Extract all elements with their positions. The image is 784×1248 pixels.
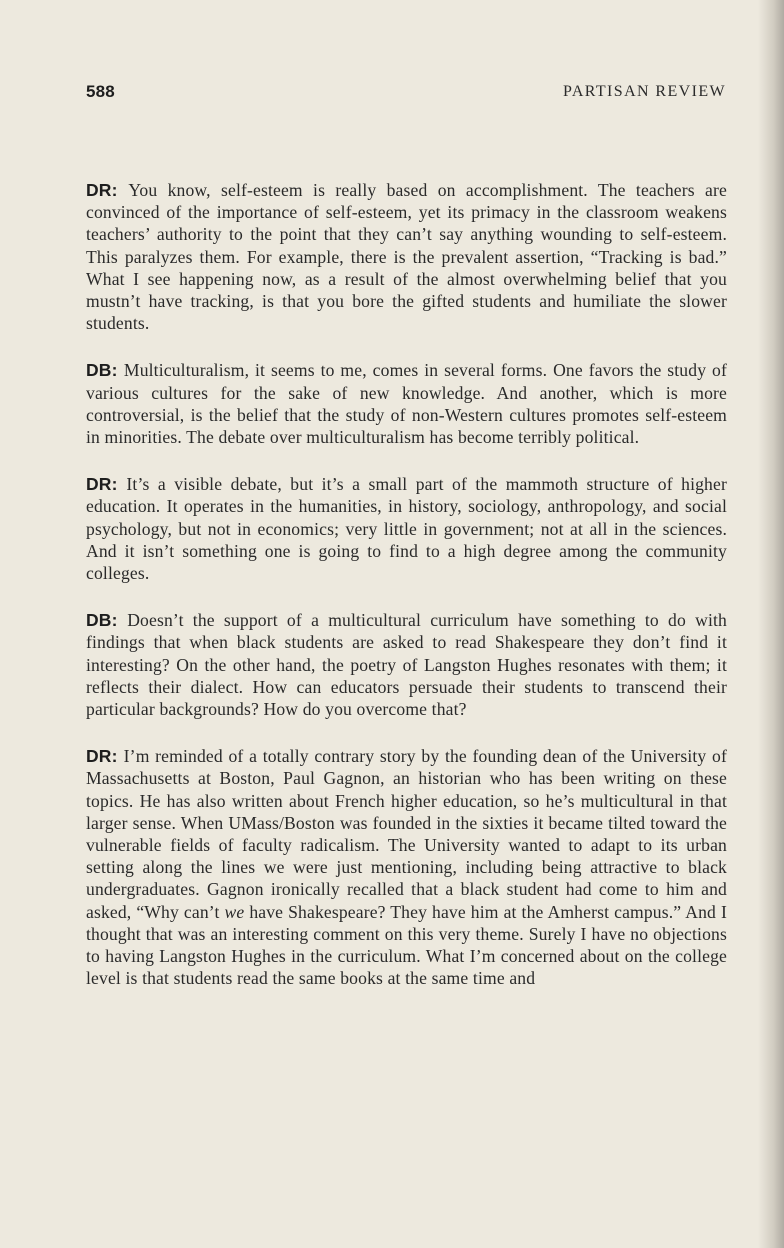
interview-text bbox=[86, 179, 727, 1015]
emphasis-text: we bbox=[224, 901, 245, 922]
page-number: 588 bbox=[86, 82, 115, 101]
paragraph-dr-2 bbox=[86, 473, 727, 584]
speaker-label: DB: bbox=[86, 360, 124, 381]
paragraph-text: You know, self-esteem is really based on accomplishment. The teachers are convinced of the importance of self-esteem, yet its primacy in the classroom weakens teachers’ authority to the point that they can’t say anything wounding to self-esteem. This paralyzes them. For example, there is the prevalent assertion, “Tracking is bad.” What I see happening now, as a result of the almost overwhelming belief that you mustn’t have tracking, is that you bore the gifted students and humiliate the slower students. bbox=[86, 180, 727, 334]
paragraph-text: I’m reminded of a totally contrary story by the founding dean of the University of Massachusetts at Boston, Paul Gagnon, an historian who has been writing on these topics. He has also written about French higher education, so he’s multicultural in that larger sense. When UMass/Boston was founded in the sixties it became tilted toward the vulnerable fields of faculty radicalism. The University wanted to adapt to its urban setting along the lines we were just mentioning, including being attractive to black undergraduates. Gagnon ironically recalled that a black student had come to him and asked, “Why can’t bbox=[86, 746, 727, 922]
paragraph-text: Doesn’t the support of a multicultural curriculum have something to do with findings that when black students are asked to read Shakespeare they don’t find it interesting? On the other hand, the poetry of Langston Hughes resonates with them; it reflects their dialect. How can educators persuade their students to transcend their particular backgrounds? How do you overcome that? bbox=[86, 610, 727, 720]
speaker-label: DR: bbox=[86, 746, 124, 767]
running-head: PARTISAN REVIEW bbox=[562, 83, 726, 100]
page-header bbox=[86, 82, 726, 106]
paragraph-db-2 bbox=[86, 609, 727, 720]
paragraph-text: Multiculturalism, it seems to me, comes in several forms. One favors the study of various cultures for the sake of new knowledge. And another, which is more controversial, is the belief that the study of non-Western cultures promotes self-esteem in minorities. The debate over multiculturalism has become terribly political. bbox=[86, 360, 727, 448]
paragraph-text: It’s a visible debate, but it’s a small part of the mammoth structure of higher education. It operates in the humanities, in history, sociology, anthropology, and social psychology, but not in economics; very little in government; not at all in the sciences. And it isn’t something one is going to find to a high degree among the community colleges. bbox=[86, 474, 727, 584]
paragraph-dr-3 bbox=[86, 745, 727, 989]
paragraph-text-continued: have Shakespeare? They have him at the Amherst campus.” And I thought that was an interesting comment on this very theme. Surely I have no objections to having Langston Hughes in the curriculum. What I’m concerned about on the college level is that students read the same books at the same time and bbox=[86, 901, 727, 989]
paragraph-dr-1 bbox=[86, 179, 727, 334]
page-edge-shadow bbox=[758, 0, 784, 1248]
speaker-label: DR: bbox=[86, 180, 129, 200]
speaker-label: DB: bbox=[86, 610, 128, 631]
speaker-label: DR: bbox=[86, 474, 127, 495]
paragraph-db-1 bbox=[86, 359, 727, 448]
